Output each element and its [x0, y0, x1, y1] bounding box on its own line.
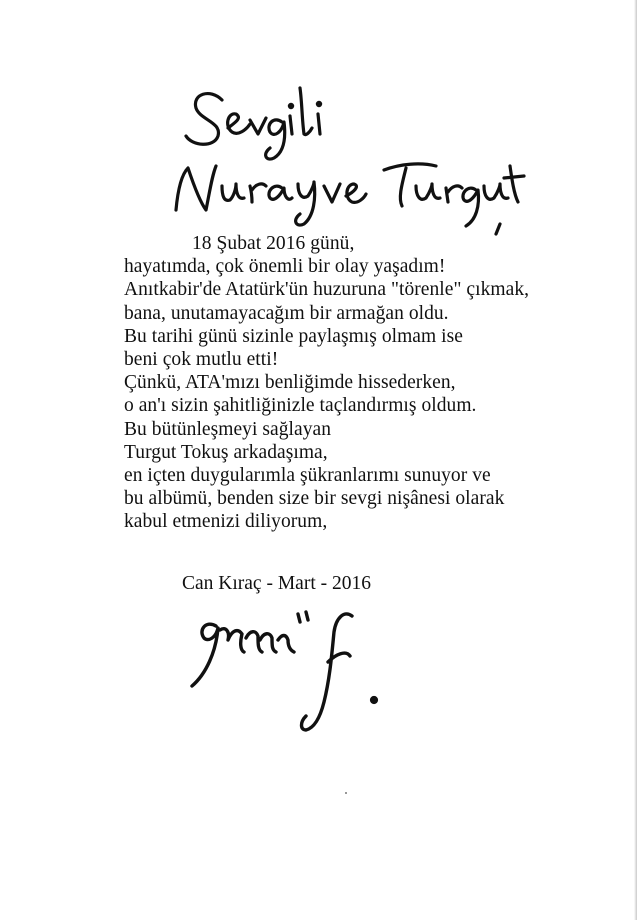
- body-line: hayatımda, çok önemli bir olay yaşadım!: [124, 256, 446, 278]
- body-line: Anıtkabir'de Atatürk'ün huzuruna "törenle" çıkmak,: [124, 279, 530, 301]
- handwritten-signature: [176, 604, 416, 739]
- letter-body: [124, 232, 594, 533]
- body-line: Turgut Tokuş arkadaşıma,: [124, 441, 328, 463]
- body-line: bana, unutamayacağım bir armağan oldu.: [124, 302, 449, 324]
- paper-speck: [345, 792, 347, 794]
- body-line: kabul etmenizi diliyorum,: [124, 511, 328, 533]
- body-line: beni çok mutlu etti!: [124, 348, 279, 370]
- body-line: o an'ı sizin şahitliğinizle taçlandırmış oldum.: [124, 395, 477, 417]
- body-line: 18 Şubat 2016 günü,: [192, 233, 355, 254]
- handwritten-salutation: [170, 78, 530, 248]
- body-line: en içten duygularımla şükranlarımı sunuyor ve: [124, 464, 491, 486]
- body-line: Bu bütünleşmeyi sağlayan: [124, 418, 331, 440]
- body-line: Bu tarihi günü sizinle paylaşmış olmam ise: [124, 325, 463, 347]
- body-line: Çünkü, ATA'mızı benliğimde hissederken,: [124, 372, 456, 394]
- closing-line: Can Kıraç - Mart - 2016: [182, 573, 371, 594]
- body-line: bu albümü, benden size bir sevgi nişânesi olarak: [124, 488, 505, 510]
